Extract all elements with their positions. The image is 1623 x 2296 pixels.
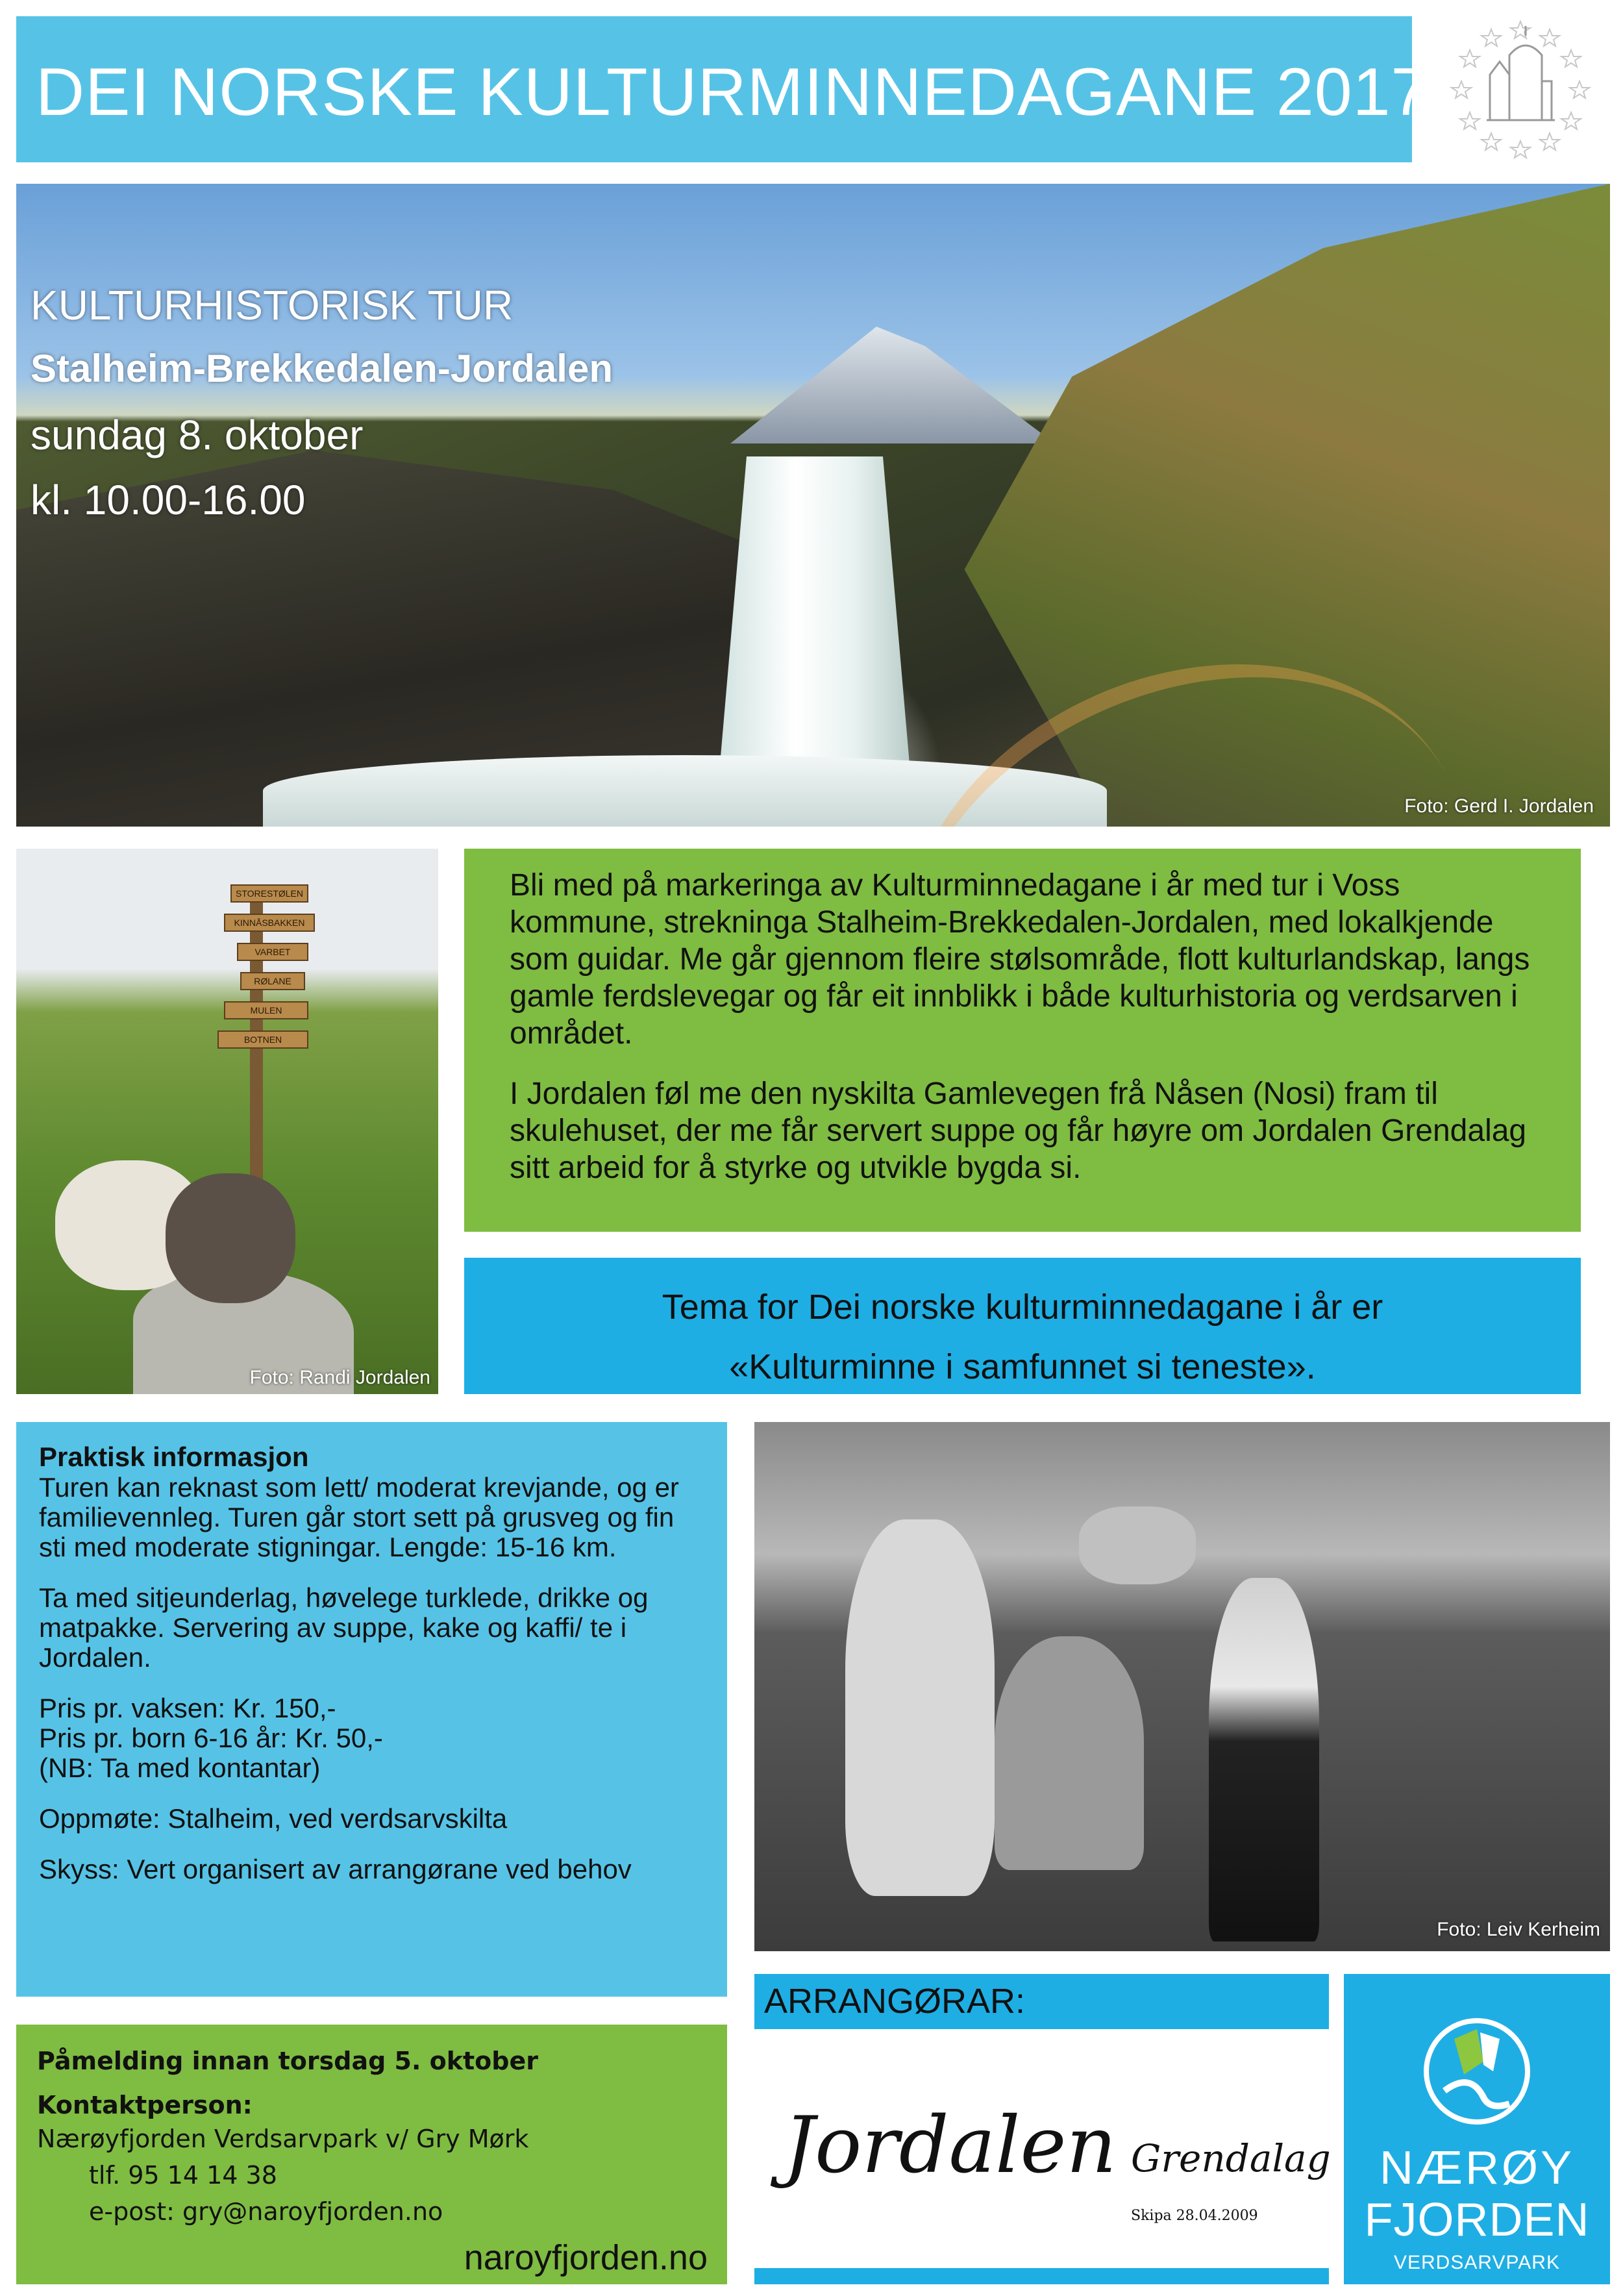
hero-kicker: KULTURHISTORISK TUR — [31, 282, 514, 329]
signpost-sign: BOTNEN — [217, 1030, 308, 1049]
historic-photo — [754, 1422, 1610, 1951]
european-heritage-logo-icon — [1438, 16, 1604, 172]
website-link[interactable]: naroyfjorden.no — [464, 2238, 708, 2277]
contact-phone: tlf. 95 14 14 38 — [89, 2161, 277, 2190]
boy-shape — [1209, 1578, 1319, 1941]
hero-time: kl. 10.00-16.00 — [31, 477, 306, 523]
signpost-sign: VARBET — [237, 943, 308, 961]
theme-line: Tema for Dei norske kulturminnedagane i år er — [662, 1288, 1383, 1327]
price-adult: Pris pr. vaksen: Kr. 150,- — [39, 1693, 336, 1723]
practical-info-text: Ta med sitjeunderlag, høvelege turklede, drikke og matpakke. Servering av suppe, kake og kaffi/ te i Jordalen. — [39, 1582, 649, 1673]
grendalag-suffix: Grendalag — [1131, 2136, 1331, 2180]
intro-paragraph: Bli med på markeringa av Kulturminnedagane i år med tur i Voss kommune, strekninga Stalheim-Brekkedalen-Jordalen, med lokalkjende som guidar. Me går gjennom fleire stølsområde, flott kulturlandskap, langs gamle ferdslevegar og får eit innblikk i både kulturhistoria og verdsarven i området. — [510, 868, 1530, 1051]
cow-shape — [845, 1519, 995, 1896]
practical-info-box — [16, 1422, 727, 1997]
signpost-sign: RØLANE — [240, 972, 305, 990]
registration-box — [16, 2025, 727, 2284]
intro-paragraph: I Jordalen føl me den nyskilta Gamlevegen frå Nåsen (Nosi) fram til skulehuset, der me får servert suppe og får høyre om Jordalen Grendalag sitt arbeid for å styrke og utvikle bygda si. — [510, 1077, 1527, 1185]
hero-photo-credit: Foto: Gerd I. Jordalen — [1404, 795, 1594, 817]
organisers-bar — [754, 1974, 1329, 2029]
mountain-shape — [730, 314, 1055, 443]
hero-date: sundag 8. oktober — [31, 412, 364, 458]
signpost-sign: KINNÅSBAKKEN — [224, 914, 315, 932]
waterfall-shape — [717, 456, 912, 794]
park-name-line2: FJORDEN — [1364, 2194, 1590, 2246]
signpost-sign: STORESTØLEN — [230, 884, 308, 903]
theme-line: «Kulturminne i samfunnet si teneste». — [729, 1347, 1316, 1386]
grendalag-logo — [754, 2049, 1329, 2243]
contact-email[interactable]: e-post: gry@naroyfjorden.no — [89, 2197, 443, 2226]
practical-info-text: Turen kan reknast som lett/ moderat krevjande, og er familievennleg. Turen går stort sett på grusveg og fin sti med moderate stigningar. Lengde: 15-16 km. — [39, 1472, 679, 1562]
goat-shape — [166, 1173, 295, 1303]
price-child: Pris pr. born 6-16 år: Kr. 50,- — [39, 1723, 383, 1753]
practical-info-heading: Praktisk informasjon — [39, 1441, 309, 1472]
goat-photo — [16, 849, 438, 1394]
organisers-label: ARRANGØRAR: — [764, 1982, 1026, 2021]
price-note: (NB: Ta med kontantar) — [39, 1753, 321, 1783]
grendalag-name: Jordalen — [784, 2101, 1117, 2191]
park-name-line1: NÆRØY — [1379, 2142, 1575, 2194]
theme-box — [464, 1258, 1581, 1394]
title-bar — [16, 16, 1430, 162]
page-title: DEI NORSKE KULTURMINNEDAGANE 2017 — [36, 55, 1430, 130]
goat-photo-credit: Foto: Randi Jordalen — [249, 1367, 430, 1388]
hero-photo — [16, 184, 1610, 827]
fjord-emblem-icon — [1419, 2013, 1535, 2130]
grendalag-founded: Skipa 28.04.2009 — [1131, 2208, 1258, 2224]
bottom-bar — [754, 2268, 1329, 2284]
transport-info: Skyss: Vert organisert av arrangørane ved behov — [39, 1854, 632, 1884]
contact-label: Kontaktperson: — [37, 2091, 253, 2119]
milkmaid-shape — [995, 1636, 1144, 1870]
naroyfjorden-logo — [1344, 1974, 1610, 2284]
hero-route: Stalheim-Brekkedalen-Jordalen — [31, 347, 613, 390]
contact-name: Nærøyfjorden Verdsarvpark v/ Gry Mørk — [37, 2125, 529, 2153]
registration-deadline: Påmelding innan torsdag 5. oktober — [37, 2047, 539, 2075]
historic-photo-credit: Foto: Leiv Kerheim — [1437, 1919, 1600, 1940]
intro-box — [464, 849, 1581, 1232]
meeting-point: Oppmøte: Stalheim, ved verdsarvskilta — [39, 1803, 508, 1834]
signpost-sign: MULEN — [224, 1001, 308, 1019]
park-name-line3: VERDSARVPARK — [1394, 2252, 1560, 2273]
cow-shape — [1079, 1506, 1196, 1584]
